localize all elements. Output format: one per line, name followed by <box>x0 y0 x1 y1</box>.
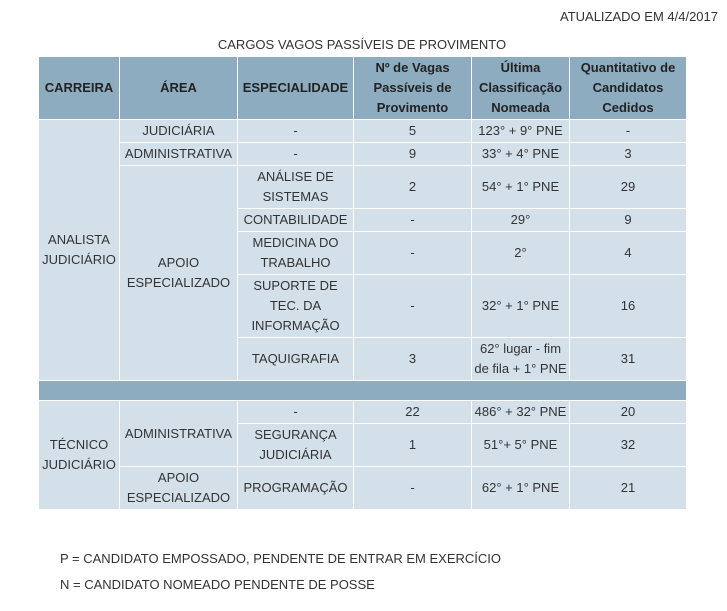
classificacao-cell: 2° <box>472 232 570 275</box>
especialidade-cell: TAQUIGRAFIA <box>238 338 354 381</box>
vagas-cell: - <box>354 467 472 510</box>
header-especialidade: ESPECIALIDADE <box>238 57 354 120</box>
classificacao-cell: 123° + 9° PNE <box>472 120 570 143</box>
carreira-cell: ANALISTA JUDICIÁRIO <box>39 120 120 381</box>
header-row <box>39 57 687 120</box>
header-carreira: CARREIRA <box>39 57 120 120</box>
vagas-cell: 2 <box>354 166 472 209</box>
especialidade-cell: SEGURANÇA JUDICIÁRIA <box>238 424 354 467</box>
table-row <box>39 120 687 143</box>
especialidade-cell: - <box>238 120 354 143</box>
header-vagas: Nº de Vagas Passíveis de Provimento <box>354 57 472 120</box>
especialidade-cell: - <box>238 143 354 166</box>
especialidade-cell: PROGRAMAÇÃO <box>238 467 354 510</box>
separator-band <box>39 381 687 401</box>
classificacao-cell: 62° + 1° PNE <box>472 467 570 510</box>
especialidade-cell: MEDICINA DO TRABALHO <box>238 232 354 275</box>
table-row <box>39 166 687 209</box>
quantitativo-cell: 16 <box>570 275 687 338</box>
quantitativo-cell: 29 <box>570 166 687 209</box>
classificacao-cell: 33° + 4° PNE <box>472 143 570 166</box>
quantitativo-cell: 32 <box>570 424 687 467</box>
vagas-cell: 9 <box>354 143 472 166</box>
vagas-cell: 3 <box>354 338 472 381</box>
quantitativo-cell: 20 <box>570 401 687 424</box>
vagas-cell: 22 <box>354 401 472 424</box>
footnote-p: P = CANDIDATO EMPOSSADO, PENDENTE DE ENTRAR EM EXERCÍCIO <box>60 551 501 566</box>
classificacao-cell: 32° + 1° PNE <box>472 275 570 338</box>
carreira-cell: TÉCNICO JUDICIÁRIO <box>39 401 120 510</box>
updated-date: ATUALIZADO EM 4/4/2017 <box>560 9 718 24</box>
header-classificacao: Última Classificação Nomeada <box>472 57 570 120</box>
quantitativo-cell: 9 <box>570 209 687 232</box>
quantitativo-cell: - <box>570 120 687 143</box>
especialidade-cell: SUPORTE DE TEC. DA INFORMAÇÃO <box>238 275 354 338</box>
classificacao-cell: 51°+ 5° PNE <box>472 424 570 467</box>
quantitativo-cell: 21 <box>570 467 687 510</box>
vagas-cell: 5 <box>354 120 472 143</box>
classificacao-cell: 54° + 1° PNE <box>472 166 570 209</box>
classificacao-cell: 29° <box>472 209 570 232</box>
footnote-n: N = CANDIDATO NOMEADO PENDENTE DE POSSE <box>60 577 375 592</box>
vacancies-table <box>38 56 687 510</box>
header-quantitativo: Quantitativo de Candidatos Cedidos <box>570 57 687 120</box>
header-area: ÁREA <box>120 57 238 120</box>
area-cell: ADMINISTRATIVA <box>120 401 238 467</box>
vagas-cell: - <box>354 275 472 338</box>
area-cell: APOIO ESPECIALIZADO <box>120 166 238 381</box>
area-cell: APOIO ESPECIALIZADO <box>120 467 238 510</box>
vagas-cell: - <box>354 232 472 275</box>
classificacao-cell: 486° + 32° PNE <box>472 401 570 424</box>
especialidade-cell: - <box>238 401 354 424</box>
table-row <box>39 401 687 424</box>
area-cell: JUDICIÁRIA <box>120 120 238 143</box>
quantitativo-cell: 31 <box>570 338 687 381</box>
especialidade-cell: ANÁLISE DE SISTEMAS <box>238 166 354 209</box>
vagas-cell: - <box>354 209 472 232</box>
quantitativo-cell: 4 <box>570 232 687 275</box>
separator-row <box>39 381 687 401</box>
quantitativo-cell: 3 <box>570 143 687 166</box>
table-caption: CARGOS VAGOS PASSÍVEIS DE PROVIMENTO <box>217 37 507 52</box>
classificacao-cell: 62° lugar - fim de fila + 1° PNE <box>472 338 570 381</box>
area-cell: ADMINISTRATIVA <box>120 143 238 166</box>
especialidade-cell: CONTABILIDADE <box>238 209 354 232</box>
table-row <box>39 143 687 166</box>
table-row <box>39 467 687 510</box>
vagas-cell: 1 <box>354 424 472 467</box>
